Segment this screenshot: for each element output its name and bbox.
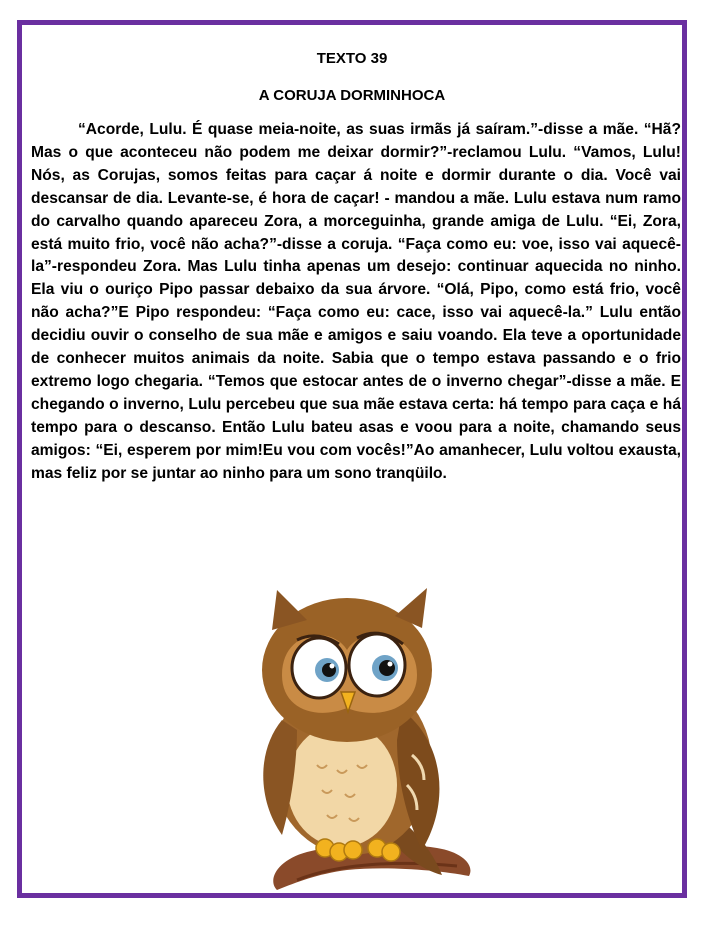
text-number-heading: TEXTO 39 xyxy=(316,50,388,67)
page-frame xyxy=(17,20,687,898)
story-title: A CORUJA DORMINHOCA xyxy=(258,87,446,104)
story-body: “Acorde, Lulu. É quase meia-noite, as suas irmãs já saíram.”-disse a mãe. “Hã? Mas o que aconteceu não podem me deixar dormir?”-reclamou Lulu. “Vamos, Lulu! Nós, as Corujas, somos feitas para caçar á noite e dormir durante o dia. Você vai descansar de dia. Levante-se, é hora de caçar! - mandou a mãe. Lulu estava num ramo do carvalho quando apareceu Zora, a morceguinha, grande amiga de Lulu. “Ei, Zora, está muito frio, você não acha?”-disse a coruja. “Faça como eu: voe, isso vai aquecê-la”-respondeu Zora. Mas Lulu tinha apenas um desejo: continuar aquecida no ninho. Ela viu o ouriço Pipo passar debaixo da sua árvore. “Olá, Pipo, como está frio, você não acha?”E Pipo respondeu: “Faça como eu: cace, isso vai aquecê-la.” Lulu então decidiu ouvir o conselho de sua mãe e amigos e saiu voando. Ela teve a oportunidade de conhecer muitos animais da noite. Sabia que o tempo estava passando e o frio extremo logo chegaria. “Temos que estocar antes de o inverno chegar”-disse a mãe. E chegando o inverno, Lulu percebeu que sua mãe estava certa: há tempo para caça e há tempo para o descanso. Então Lulu bateu asas e voou para a noite, chamando seus amigos: “Ei, esperem por mim!Eu vou com vocês!”Ao amanhecer, Lulu voltou exausta, mas feliz por se juntar ao ninho para um sono tranqüilo. xyxy=(31,121,681,482)
owl-on-branch-icon xyxy=(237,580,477,900)
